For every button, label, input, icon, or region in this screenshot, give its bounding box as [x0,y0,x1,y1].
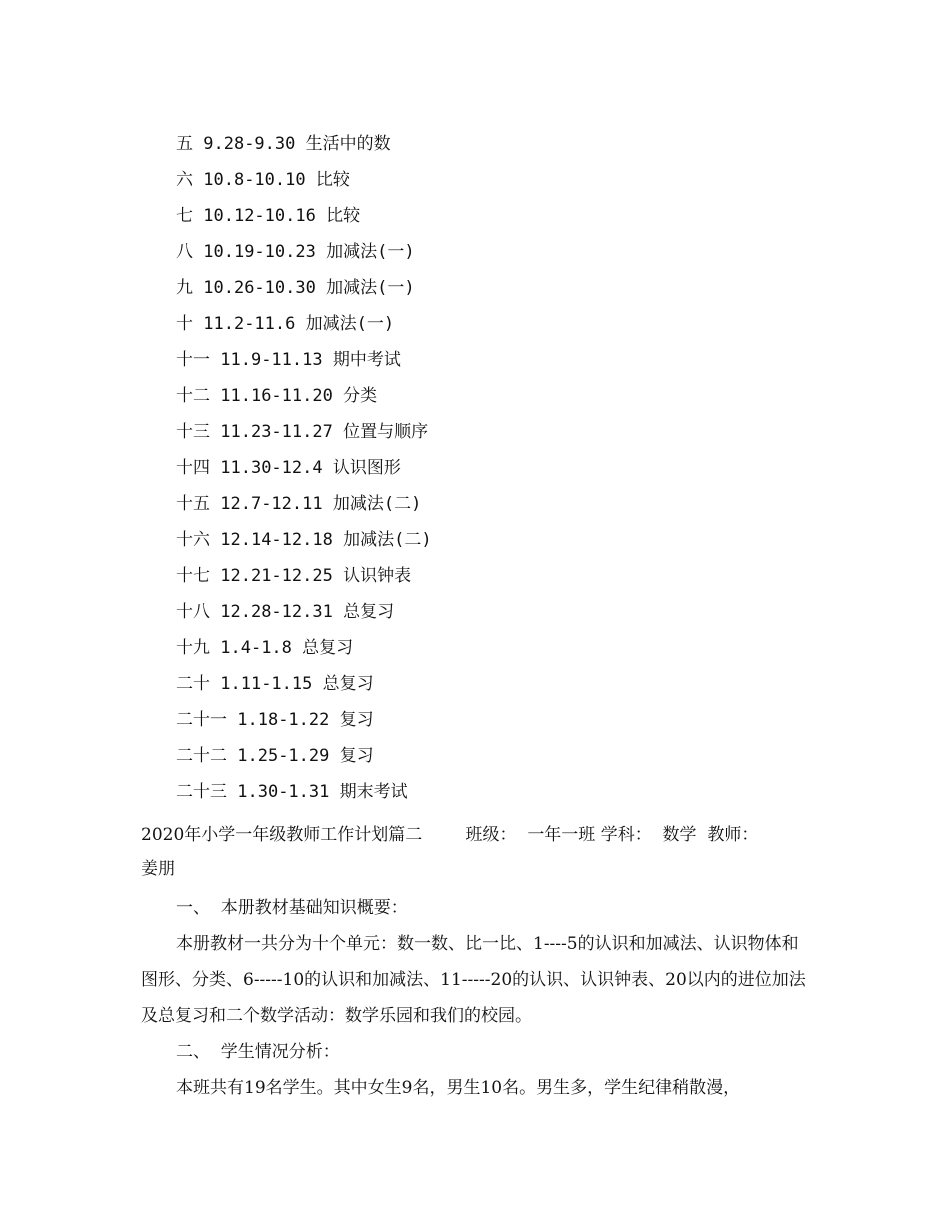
schedule-dates: 11.9-11.13 [220,350,323,370]
schedule-row [176,342,432,378]
schedule-dates: 10.26-10.30 [203,278,316,298]
schedule-dates: 11.30-12.4 [220,458,323,478]
schedule-week: 二十二 [176,746,227,766]
schedule-topic: 期中考试 [332,350,401,370]
schedule-row [176,414,432,450]
schedule-dates: 12.7-12.11 [220,494,323,514]
schedule-row [176,666,432,702]
schedule-week: 十六 [176,530,210,550]
schedule-topic: 复习 [339,746,374,766]
schedule-dates: 1.18-1.22 [237,710,330,730]
schedule-week: 十八 [176,602,210,622]
plan-header [141,818,811,886]
schedule-week: 八 [176,242,193,262]
schedule-dates: 1.11-1.15 [220,674,313,694]
schedule-row [176,522,432,558]
schedule-row [176,702,432,738]
schedule-week: 六 [176,170,193,190]
schedule-topic: 总复习 [302,638,354,658]
schedule-row [176,450,432,486]
content-sections [141,890,811,1106]
schedule-topic: 认识钟表 [343,566,412,586]
schedule-week: 十 [176,314,193,334]
schedule-row [176,162,432,198]
schedule-week: 十五 [176,494,210,514]
schedule-topic: 加减法(一) [326,278,415,298]
schedule-topic: 加减法(二) [343,530,432,550]
schedule-topic: 总复习 [343,602,395,622]
schedule-topic: 加减法(一) [326,242,415,262]
schedule-topic: 比较 [326,206,361,226]
schedule-week: 九 [176,278,193,298]
schedule-list [176,126,432,810]
schedule-dates: 11.16-11.20 [220,386,333,406]
schedule-dates: 9.28-9.30 [203,134,296,154]
schedule-dates: 12.28-12.31 [220,602,333,622]
schedule-row [176,126,432,162]
schedule-topic: 比较 [315,170,350,190]
schedule-row [176,486,432,522]
schedule-topic: 生活中的数 [305,134,391,154]
schedule-row [176,774,432,810]
schedule-week: 十九 [176,638,210,658]
section1-heading: 一、 本册教材基础知识概要： [176,898,408,918]
schedule-row [176,630,432,666]
section1-body: 本册教材一共分为十个单元：数一数、比一比、1----5的认识和加减法、认识物体和图形、分类、6-----10的认识和加减法、11-----20的认识、认识钟表、20以内的进位加法及总复习和二个数学活动：数学乐园和我们的校园。 [141,934,806,1026]
schedule-topic: 复习 [339,710,374,730]
schedule-row [176,306,432,342]
teacher-label: 教师： [707,825,759,845]
schedule-dates: 10.12-10.16 [203,206,316,226]
schedule-topic: 期末考试 [339,782,408,802]
schedule-week: 十一 [176,350,210,370]
schedule-row [176,738,432,774]
schedule-week: 十二 [176,386,210,406]
subject-label: 学科： [600,825,652,845]
schedule-dates: 10.19-10.23 [203,242,316,262]
schedule-week: 二十三 [176,782,227,802]
schedule-row [176,198,432,234]
schedule-week: 二十 [176,674,210,694]
subject-value: 数学 [662,825,697,845]
schedule-row [176,378,432,414]
schedule-topic: 加减法(一) [305,314,395,334]
schedule-week: 七 [176,206,193,226]
schedule-topic: 加减法(二) [332,494,422,514]
schedule-dates: 12.21-12.25 [220,566,333,586]
schedule-dates: 1.4-1.8 [220,638,292,658]
schedule-dates: 1.25-1.29 [237,746,330,766]
schedule-week: 五 [176,134,193,154]
schedule-row [176,234,432,270]
schedule-week: 十三 [176,422,210,442]
schedule-dates: 12.14-12.18 [220,530,333,550]
schedule-week: 十四 [176,458,210,478]
schedule-topic: 认识图形 [332,458,401,478]
schedule-row [176,270,432,306]
schedule-topic: 总复习 [322,674,374,694]
class-value: 一年一班 [527,825,596,845]
schedule-dates: 10.8-10.10 [203,170,306,190]
section2-heading: 二、 学生情况分析： [176,1042,340,1062]
schedule-dates: 1.30-1.31 [237,782,330,802]
schedule-row [176,594,432,630]
schedule-week: 二十一 [176,710,227,730]
schedule-topic: 位置与顺序 [343,422,429,442]
section2-body: 本班共有19名学生。其中女生9名，男生10名。男生多，学生纪律稍散漫， [176,1078,741,1098]
schedule-week: 十七 [176,566,210,586]
schedule-dates: 11.23-11.27 [220,422,333,442]
schedule-dates: 11.2-11.6 [203,314,296,334]
plan-title: 2020年小学一年级教师工作计划篇二 [141,825,423,845]
schedule-row [176,558,432,594]
teacher-value: 姜朋 [141,859,175,879]
schedule-topic: 分类 [343,386,378,406]
class-label: 班级： [465,825,517,845]
